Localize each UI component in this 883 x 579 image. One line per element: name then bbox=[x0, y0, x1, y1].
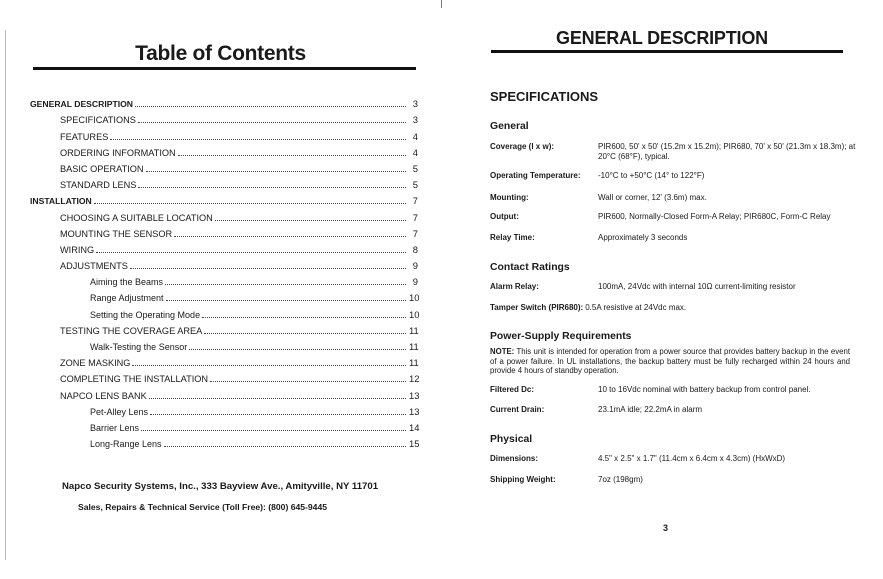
dot-leader bbox=[202, 317, 406, 318]
spec-label: Relay Time: bbox=[490, 233, 535, 242]
toc-entry-page: 4 bbox=[412, 146, 418, 158]
spec-value: 10 to 16Vdc nominal with battery backup from control panel. bbox=[598, 385, 811, 394]
dot-leader bbox=[178, 155, 406, 156]
toc-entry bbox=[30, 433, 418, 449]
toc-entry-label: ORDERING INFORMATION bbox=[60, 147, 176, 158]
toc-entry-page: 11 bbox=[409, 357, 419, 369]
toc-entry-label: Setting the Operating Mode bbox=[90, 309, 201, 320]
toc-entry-page: 10 bbox=[409, 292, 420, 304]
toc-entry-page: 5 bbox=[412, 179, 418, 191]
dot-leader bbox=[130, 268, 406, 269]
toc-entry-label: GENERAL DESCRIPTION bbox=[30, 99, 133, 110]
toc-entry-label: ZONE MASKING bbox=[60, 358, 131, 369]
toc-entry-page: 7 bbox=[412, 211, 418, 223]
toc-entry-label: INSTALLATION bbox=[30, 196, 92, 207]
spec-relay-time bbox=[490, 233, 860, 243]
toc-entry-label: NAPCO LENS BANK bbox=[60, 390, 147, 401]
dot-leader bbox=[165, 284, 406, 285]
toc-entry bbox=[30, 93, 418, 109]
toc-entry-label: MOUNTING THE SENSOR bbox=[60, 228, 173, 239]
spec-alarm-relay bbox=[490, 282, 860, 292]
spec-label: Mounting: bbox=[490, 193, 529, 202]
spec-coverage bbox=[490, 142, 860, 162]
spec-value: 4.5" x 2.5" x 1.7" (11.4cm x 6.4cm x 4.3cm) (HxWxD) bbox=[598, 454, 786, 463]
toc-entry bbox=[30, 384, 418, 400]
toc-entry-page: 12 bbox=[409, 373, 420, 385]
toc-entry-page: 15 bbox=[409, 438, 420, 450]
dot-leader bbox=[174, 236, 406, 237]
toc-entry-page: 5 bbox=[412, 162, 418, 174]
dot-leader bbox=[94, 203, 406, 204]
spec-operating-temperature bbox=[490, 171, 860, 181]
toc-entry bbox=[30, 320, 418, 336]
spec-output bbox=[490, 212, 860, 222]
spec-value: 23.1mA idle; 22.2mA in alarm bbox=[598, 405, 703, 414]
toc-entry-label: FEATURES bbox=[60, 131, 109, 142]
toc-entry-label: SPECIFICATIONS bbox=[60, 115, 136, 126]
toc-entry-label: CHOOSING A SUITABLE LOCATION bbox=[60, 212, 213, 223]
toc-entry bbox=[30, 417, 418, 433]
toc-entry-label: Barrier Lens bbox=[90, 422, 140, 433]
spec-current-drain bbox=[490, 405, 860, 415]
spec-label: Current Drain: bbox=[490, 405, 545, 414]
toc-entry-page: 3 bbox=[412, 98, 418, 110]
toc-entry-page: 7 bbox=[412, 195, 418, 207]
page-number: 3 bbox=[663, 523, 669, 533]
spec-mounting bbox=[490, 193, 860, 203]
dot-leader bbox=[96, 252, 406, 253]
spec-label: Shipping Weight: bbox=[490, 475, 556, 484]
spec-filtered-dc bbox=[490, 385, 860, 395]
spec-label: Operating Temperature: bbox=[490, 171, 581, 180]
toc-entry-label: STANDARD LENS bbox=[60, 180, 137, 191]
toc-entry-page: 4 bbox=[412, 130, 418, 142]
toc-entry-label: BASIC OPERATION bbox=[60, 163, 144, 174]
toc-entry bbox=[30, 287, 418, 303]
toc-entry-label: TESTING THE COVERAGE AREA bbox=[60, 325, 203, 336]
toc-entry bbox=[30, 158, 418, 174]
dot-leader bbox=[215, 220, 406, 221]
toc-entry bbox=[30, 190, 418, 206]
title-underline bbox=[33, 67, 416, 70]
spec-value: PIR600, Normally-Closed Form-A Relay; PIR680C, Form-C Relay bbox=[598, 212, 831, 221]
toc-entry bbox=[30, 255, 418, 271]
toc-entry-label: Walk-Testing the Sensor bbox=[90, 342, 188, 352]
spec-dimensions bbox=[490, 454, 860, 464]
spec-value: Approximately 3 seconds bbox=[598, 233, 688, 242]
contact-ratings-heading: Contact Ratings bbox=[490, 262, 570, 273]
dot-leader bbox=[150, 414, 406, 415]
toc-entry-page: 7 bbox=[412, 227, 418, 239]
dot-leader bbox=[141, 430, 406, 431]
toc-entry bbox=[30, 303, 418, 319]
toc-list bbox=[30, 93, 418, 449]
spec-value: 7oz (198gm) bbox=[598, 475, 643, 484]
toc-entry-page: 8 bbox=[412, 243, 418, 255]
company-address: Napco Security Systems, Inc., 333 Bayview Ave., Amityville, NY 11701 bbox=[62, 481, 379, 492]
toc-entry-page: 14 bbox=[409, 421, 420, 433]
general-heading: General bbox=[490, 121, 529, 132]
toc-title: Table of Contents bbox=[135, 42, 306, 65]
specifications-heading: SPECIFICATIONS bbox=[490, 89, 599, 104]
toc-entry bbox=[30, 401, 418, 417]
toc-entry-page: 13 bbox=[409, 405, 420, 417]
toc-entry-page: 9 bbox=[412, 276, 418, 288]
toc-entry-label: Pet-Alley Lens bbox=[90, 406, 149, 417]
dot-leader bbox=[149, 398, 406, 399]
dot-leader bbox=[204, 333, 406, 334]
page-title: GENERAL DESCRIPTION bbox=[556, 28, 768, 48]
toc-entry-page: 3 bbox=[412, 114, 418, 126]
toc-entry-page: 11 bbox=[409, 324, 419, 336]
physical-heading: Physical bbox=[490, 434, 533, 445]
toc-entry-label: Aiming the Beams bbox=[90, 277, 164, 288]
spec-value: Wall or corner, 12' (3.6m) max. bbox=[598, 193, 707, 202]
dot-leader bbox=[166, 300, 406, 301]
spec-value: -10°C to +50°C (14° to 122°F) bbox=[598, 171, 705, 180]
dot-leader bbox=[189, 349, 406, 350]
toc-entry bbox=[30, 142, 418, 158]
toc-entry-label: COMPLETING THE INSTALLATION bbox=[60, 374, 209, 385]
dot-leader bbox=[138, 122, 406, 123]
toc-entry-page: 11 bbox=[409, 341, 419, 352]
toc-entry-page: 9 bbox=[412, 260, 418, 272]
toc-entry-label: Long-Range Lens bbox=[90, 439, 162, 450]
spec-label: Tamper Switch (PIR680): bbox=[490, 303, 584, 312]
spec-value: PIR600, 50' x 50' (15.2m x 15.2m); PIR680, 70' x 50' (21.3m x 18.3m); at 20°C (68°F), typical. bbox=[598, 142, 856, 161]
note-label: NOTE: bbox=[490, 347, 515, 356]
spec-label: Coverage (l x w): bbox=[490, 142, 555, 151]
power-supply-heading: Power-Supply Requirements bbox=[490, 331, 632, 342]
spec-label: Output: bbox=[490, 212, 519, 221]
toc-entry-page: 10 bbox=[409, 308, 420, 320]
toc-entry-label: Range Adjustment bbox=[90, 293, 164, 304]
toc-entry bbox=[30, 125, 418, 141]
toc-entry bbox=[30, 174, 418, 190]
dot-leader bbox=[135, 106, 406, 107]
toc-entry-page: 13 bbox=[409, 389, 420, 401]
toc-entry bbox=[30, 336, 418, 352]
power-note bbox=[490, 347, 850, 376]
dot-leader bbox=[146, 171, 406, 172]
dot-leader bbox=[110, 139, 406, 140]
spec-label: Filtered Dc: bbox=[490, 385, 535, 394]
left-page bbox=[0, 0, 441, 579]
service-phone: Sales, Repairs & Technical Service (Toll Free): (800) 645-9445 bbox=[78, 502, 328, 512]
note-text: This unit is intended for operation from a power source that provides battery backup in the event of a power failure. In UL installations, the backup battery must be fully recharged within 24 hours and provide 4 hours of standby operation. bbox=[490, 347, 850, 376]
toc-entry-label: ADJUSTMENTS bbox=[60, 261, 128, 272]
toc-entry bbox=[30, 206, 418, 222]
spec-value: 100mA, 24Vdc with internal 10Ω current-limiting resistor bbox=[598, 282, 796, 291]
toc-entry-label: WIRING bbox=[60, 244, 95, 255]
toc-entry bbox=[30, 352, 418, 368]
spec-value: 0.5A resistive at 24Vdc max. bbox=[585, 303, 687, 312]
spec-tamper-switch bbox=[490, 303, 860, 313]
dot-leader bbox=[138, 187, 406, 188]
right-page bbox=[441, 0, 883, 579]
toc-entry bbox=[30, 109, 418, 125]
dot-leader bbox=[210, 381, 406, 382]
toc-entry bbox=[30, 239, 418, 255]
dot-leader bbox=[132, 365, 406, 366]
toc-entry bbox=[30, 368, 418, 384]
spec-shipping-weight bbox=[490, 475, 860, 485]
toc-entry bbox=[30, 223, 418, 239]
spec-label: Dimensions: bbox=[490, 454, 539, 463]
dot-leader bbox=[164, 446, 406, 447]
toc-entry bbox=[30, 271, 418, 287]
spec-label: Alarm Relay: bbox=[490, 282, 539, 291]
title-underline bbox=[491, 50, 843, 53]
